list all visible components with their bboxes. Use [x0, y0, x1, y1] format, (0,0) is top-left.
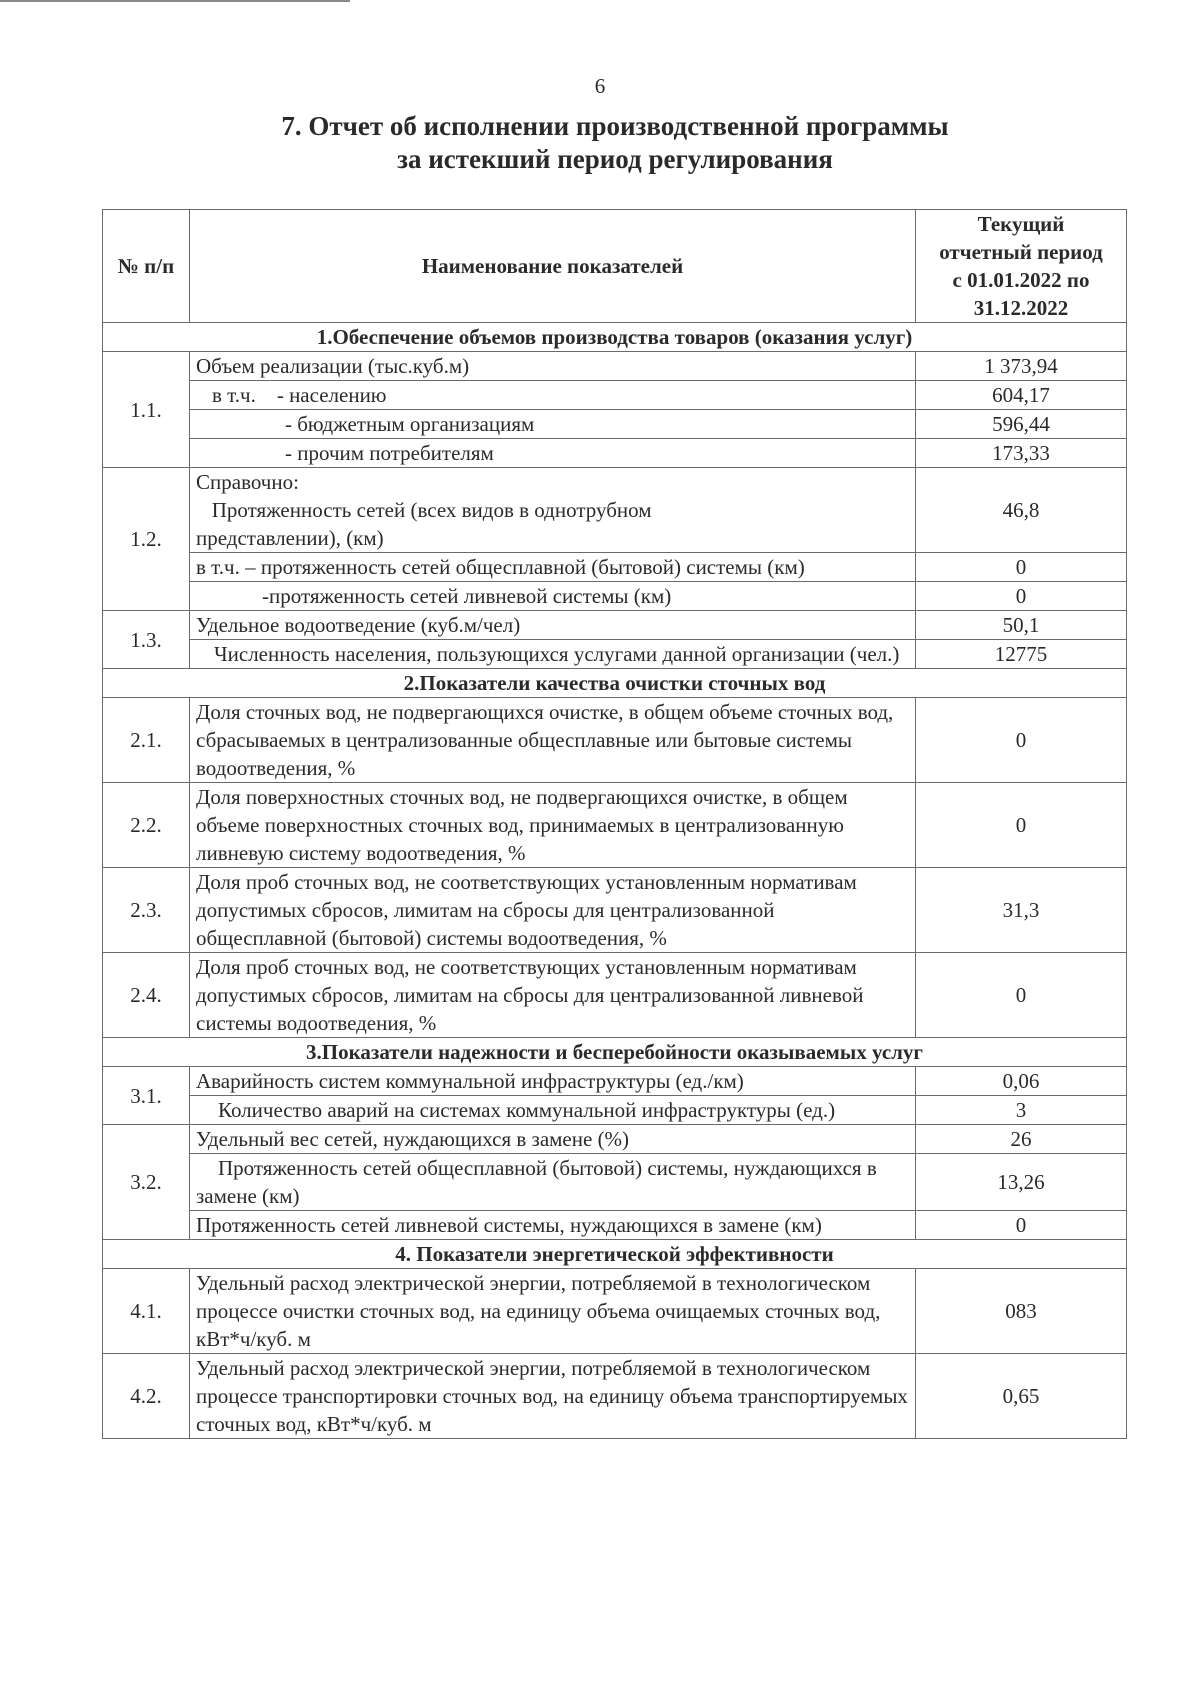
header-period	[916, 210, 1127, 323]
row-name: Протяженность сетей ливневой системы, нуждающихся в замене (км)	[190, 1211, 916, 1240]
row-name-line: Справочно:	[196, 470, 299, 494]
row-name: в т.ч. – протяженность сетей общесплавной (бытовой) системы (км)	[190, 553, 916, 582]
row-value: 31,3	[916, 868, 1127, 953]
row-value: 0	[916, 783, 1127, 868]
row-name: Протяженность сетей общесплавной (бытовой) системы, нуждающихся в замене (км)	[190, 1154, 916, 1211]
row-name: Доля проб сточных вод, не соответствующих установленным нормативам допустимых сбросов, лимитам на сбросы для централизованной ливневой системы водоотведения, %	[190, 953, 916, 1038]
table-row	[103, 698, 1127, 783]
section-title: 4. Показатели энергетической эффективности	[103, 1240, 1127, 1269]
header-period-line: Текущий	[977, 212, 1065, 236]
row-number: 2.4.	[103, 953, 190, 1038]
row-value: 3	[916, 1096, 1127, 1125]
document-title	[0, 110, 1200, 176]
row-value: 0	[916, 698, 1127, 783]
row-number: 1.3.	[103, 611, 190, 669]
row-name: Удельный расход электрической энергии, потребляемой в технологическом процессе очистки сточных вод, на единицу объема очищаемых сточных вод, кВт*ч/куб. м	[190, 1269, 916, 1354]
section-title: 1.Обеспечение объемов производства товаров (оказания услуг)	[103, 323, 1127, 352]
row-number: 1.2.	[103, 468, 190, 611]
row-number: 3.1.	[103, 1067, 190, 1125]
row-value: 604,17	[916, 381, 1127, 410]
section-row	[103, 1240, 1127, 1269]
scan-edge-line	[0, 0, 350, 2]
table-row	[103, 1354, 1127, 1439]
row-name-line: представлении), (км)	[196, 526, 384, 550]
row-name: Удельный расход электрической энергии, потребляемой в технологическом процессе транспортировки сточных вод, на единицу объема транспортируемых сточных вод, кВт*ч/куб. м	[190, 1354, 916, 1439]
row-name: Объем реализации (тыс.куб.м)	[190, 352, 916, 381]
row-value: 26	[916, 1125, 1127, 1154]
header-num: № п/п	[103, 210, 190, 323]
row-number: 1.1.	[103, 352, 190, 468]
row-name	[190, 468, 916, 553]
row-name: -протяженность сетей ливневой системы (км)	[190, 582, 916, 611]
table-row	[103, 410, 1127, 439]
table-row	[103, 582, 1127, 611]
header-period-line: с 01.01.2022 по	[952, 268, 1090, 292]
row-number: 2.3.	[103, 868, 190, 953]
table-row	[103, 439, 1127, 468]
table-row	[103, 1211, 1127, 1240]
table-row	[103, 611, 1127, 640]
header-period-line: 31.12.2022	[973, 296, 1069, 320]
row-value: 13,26	[916, 1154, 1127, 1211]
row-value: 083	[916, 1269, 1127, 1354]
table-row	[103, 352, 1127, 381]
row-value: 596,44	[916, 410, 1127, 439]
row-value: 0	[916, 582, 1127, 611]
row-number: 4.2.	[103, 1354, 190, 1439]
section-row	[103, 1038, 1127, 1067]
table-header-row	[103, 210, 1127, 323]
section-row	[103, 323, 1127, 352]
table-row	[103, 640, 1127, 669]
row-value: 0	[916, 953, 1127, 1038]
table-row	[103, 381, 1127, 410]
table-row	[103, 1067, 1127, 1096]
section-row	[103, 669, 1127, 698]
report-table	[102, 209, 1127, 1439]
row-number: 2.2.	[103, 783, 190, 868]
row-value: 0,65	[916, 1354, 1127, 1439]
row-value: 0	[916, 553, 1127, 582]
row-value: 173,33	[916, 439, 1127, 468]
table-row	[103, 553, 1127, 582]
page-number: 6	[594, 74, 606, 98]
section-title: 3.Показатели надежности и бесперебойности оказываемых услуг	[103, 1038, 1127, 1067]
row-name: Доля сточных вод, не подвергающихся очистке, в общем объеме сточных вод, сбрасываемых в централизованные общесплавные или бытовые системы водоотведения, %	[190, 698, 916, 783]
row-number: 2.1.	[103, 698, 190, 783]
row-value: 50,1	[916, 611, 1127, 640]
row-value: 12775	[916, 640, 1127, 669]
row-name: Численность населения, пользующихся услугами данной организации (чел.)	[190, 640, 916, 669]
title-line-1: 7. Отчет об исполнении производственной программы	[281, 111, 949, 141]
row-value: 1 373,94	[916, 352, 1127, 381]
title-line-2: за истекший период регулирования	[397, 144, 833, 174]
row-name: Доля проб сточных вод, не соответствующих установленным нормативам допустимых сбросов, лимитам на сбросы для централизованной общесплавной (бытовой) системы водоотведения, %	[190, 868, 916, 953]
table-row	[103, 1096, 1127, 1125]
row-name: Количество аварий на системах коммунальной инфраструктуры (ед.)	[190, 1096, 916, 1125]
row-number: 4.1.	[103, 1269, 190, 1354]
row-value: 0,06	[916, 1067, 1127, 1096]
section-title: 2.Показатели качества очистки сточных вод	[103, 669, 1127, 698]
row-name: - бюджетным организациям	[190, 410, 916, 439]
table-row	[103, 868, 1127, 953]
table-row	[103, 1125, 1127, 1154]
header-period-line: отчетный период	[939, 240, 1103, 264]
row-name: - прочим потребителям	[190, 439, 916, 468]
row-name: Удельный вес сетей, нуждающихся в замене (%)	[190, 1125, 916, 1154]
table-row	[103, 783, 1127, 868]
row-name: Доля поверхностных сточных вод, не подвергающихся очистке, в общем объеме поверхностных сточных вод, принимаемых в централизованную ливневую систему водоотведения, %	[190, 783, 916, 868]
row-name-line: Протяженность сетей (всех видов в однотрубном	[196, 498, 652, 522]
row-value: 46,8	[916, 468, 1127, 553]
row-name: Аварийность систем коммунальной инфраструктуры (ед./км)	[190, 1067, 916, 1096]
table-row	[103, 1269, 1127, 1354]
table-row	[103, 468, 1127, 553]
row-name: Удельное водоотведение (куб.м/чел)	[190, 611, 916, 640]
header-name: Наименование показателей	[190, 210, 916, 323]
row-value: 0	[916, 1211, 1127, 1240]
table-row	[103, 953, 1127, 1038]
row-number: 3.2.	[103, 1125, 190, 1240]
row-name: в т.ч. - населению	[190, 381, 916, 410]
table-row	[103, 1154, 1127, 1211]
